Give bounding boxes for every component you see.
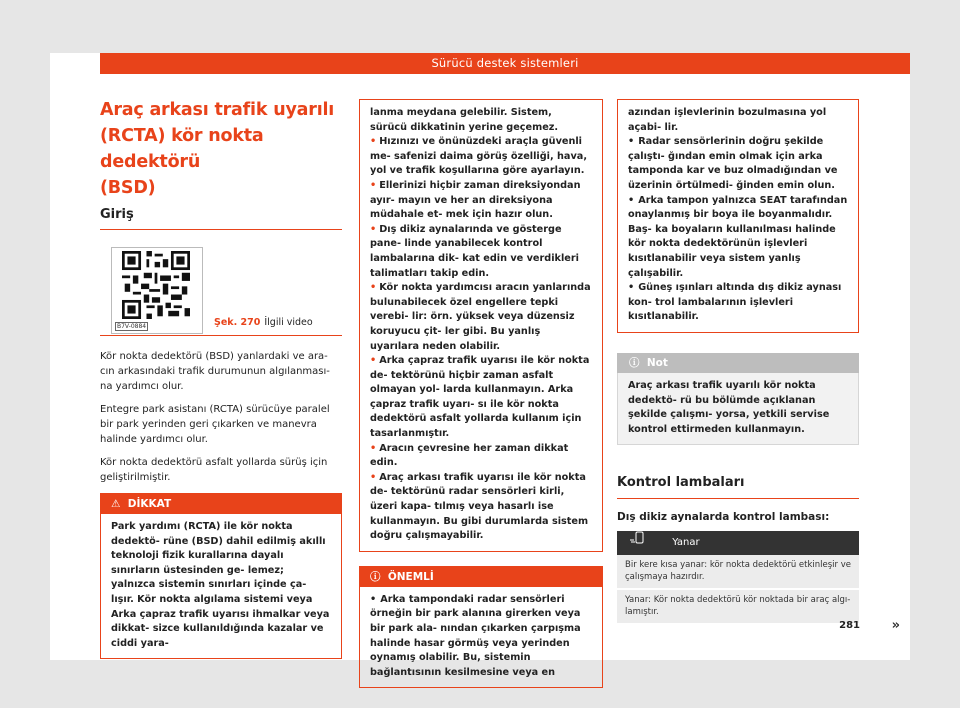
bullet-icon: • — [370, 136, 377, 148]
bullet-item — [370, 223, 592, 281]
bullet-icon: • — [370, 355, 377, 367]
intro-text — [100, 349, 342, 485]
bullet-item — [370, 135, 592, 179]
bullet-text: Araç arkası trafik uyarısı ile kör nokta de- tektörünü radar sensörleri kirli, üzeri kapa- tılmış veya hasarlı ise kullanmayın. Bu gibi durumlarda sistem doğru çalışmayabilir. — [370, 471, 589, 542]
note-box — [617, 353, 859, 445]
bullet-item — [628, 194, 848, 282]
bullet-text: Arka tampon yalnızca SEAT tarafından onaylanmış bir boya ile boyanmalıdır. Baş- ka boyaların kullanılması halinde kör nokta dedektörünün işlevleri kısıtlanabilir veya sistem yanlış çalışabilir. — [628, 194, 848, 279]
subheading: Giriş — [100, 207, 342, 230]
figure — [100, 240, 342, 336]
warning-title: DİKKAT — [127, 498, 172, 510]
bullet-icon: • — [628, 194, 635, 206]
warning-body — [101, 514, 341, 658]
note-title: Not — [646, 356, 668, 369]
section-header: Sürücü destek sistemleri — [100, 53, 910, 74]
bullet-item — [370, 354, 592, 442]
qr-code-image — [111, 247, 203, 334]
paragraph: Entegre park asistanı (RCTA) sürücüye paralel bir park yerinden geri çıkarken ve manevra halinde yardımcı olur. — [100, 404, 330, 445]
bullet-text: Radar sensörlerinin doğru şekilde çalıştı- ğından emin olmak için arka tamponda kar ve buz olmadığından ve üzerinin örtülmedi- ğinden emin olun. — [628, 136, 838, 191]
note-text: Araç arkası trafik uyarılı kör nokta dedektö- rü bu bölümde açıklanan şekilde çalışmı- yorsa, yetkili servise kontrol ettirmeden kullanmayın. — [628, 379, 830, 435]
qr-code-icon — [116, 251, 196, 319]
info-circle-icon: ⓘ — [370, 570, 381, 583]
warning-box-continued — [359, 99, 603, 552]
bullet-text: Aracın çevresine her zaman dikkat edin. — [370, 442, 569, 469]
bullet-icon: • — [370, 223, 377, 235]
figure-caption-text: İlgili video — [264, 317, 313, 328]
bullet-text: Dış dikiz aynalarında ve gösterge pane- linde yanabilecek kontrol lambalarına dik- kat edin ve verdikleri talimatları takip edin. — [370, 223, 579, 279]
important-header — [360, 567, 602, 587]
bullet-text: Kör nokta yardımcısı aracın yanlarında bulunabilecek özel engellere tepki verebi- lir: örn. yüksek veya düzensiz koruyucu çit- ler gibi. Bu yanlış uyarılara neden olabilir. — [370, 282, 591, 352]
note-body — [617, 373, 859, 445]
bullet-item — [370, 179, 592, 223]
table-row: Bir kere kısa yanar: kör nokta dedektörü etkinleşir ve çalışmaya hazırdır. — [617, 555, 859, 590]
bullet-icon: • — [370, 442, 377, 454]
important-body — [618, 100, 858, 332]
bullet-text: Arka tampondaki radar sensörleri örneğin bir park alanına girerken veya bir park ala- nından çıkarken çarpışma halinde hasar görmüş veya yerinden oynamış olabilir. Bu, sistemin bağlantısının kesilmesine veya en — [370, 593, 581, 678]
bullet-item — [370, 442, 592, 471]
page — [50, 53, 910, 678]
bullet-item — [370, 593, 592, 681]
warning-icon: ⚠ — [111, 498, 121, 510]
table-row: Yanar: Kör nokta dedektörü kör noktada bir araç algı- lamıştır. — [617, 590, 859, 625]
bullet-text: Hızınızı ve önünüzdeki araçla güvenli me- safenizi daima görüş özelliği, hava, yol ve trafik koşullarına göre ayarlayın. — [370, 136, 587, 177]
important-box-continued — [617, 99, 859, 333]
page-title — [100, 97, 342, 201]
lamp-table — [617, 531, 859, 625]
bullet-text: Ellerinizi hiçbir zaman direksiyondan ayır- mayın ve her an direksiyona müdahale et- mek için hazır olun. — [370, 179, 581, 221]
bullet-item — [370, 281, 592, 354]
continue-mark: » — [891, 618, 900, 633]
bullet-text: Arka çapraz trafik uyarısı ile kör nokta de- tektörünü hiçbir zaman asfalt olmayan yol- larda kullanmayın. Arka çapraz trafik uyarı- sı ile kör nokta dedektörü asfalt yollarda kullanım için tasarlanmıştır. — [370, 355, 590, 440]
bullet-icon: • — [370, 179, 377, 191]
paragraph: Kör nokta dedektörü asfalt yollarda sürüş için geliştirilmiştir. — [100, 457, 328, 483]
info-icon: ⓘ — [629, 356, 640, 369]
lamp-table-header-text: Yanar — [672, 537, 700, 549]
important-body — [360, 587, 602, 688]
column-2 — [359, 99, 603, 688]
title-line: (RCTA) kör nokta dedektörü — [100, 126, 264, 172]
warning-intro: lanma meydana gelebilir. Sistem, sürücü dikkatinin yerine geçemez. — [370, 107, 559, 133]
mirror-lamp-icon — [629, 531, 649, 555]
bullet-icon: • — [628, 136, 635, 148]
bullet-icon: • — [370, 282, 377, 294]
image-code: B7V-0884 — [117, 323, 147, 330]
bullet-item — [628, 281, 848, 325]
section-title: Kontrol lambaları — [617, 475, 859, 499]
warning-header — [101, 494, 341, 514]
warning-body — [360, 100, 602, 551]
bullet-item — [628, 135, 848, 193]
important-box — [359, 566, 603, 689]
figure-number[interactable]: Şek. 270 — [214, 317, 261, 328]
important-title: ÖNEMLİ — [387, 570, 434, 583]
bullet-icon: • — [370, 471, 377, 483]
warning-box — [100, 493, 342, 659]
bullet-icon: • — [370, 593, 377, 605]
warning-text: Park yardımı (RCTA) ile kör nokta dedektö- rüne (BSD) dahil edilmiş akıllı teknoloji fizik kurallarına dayalı sınırların üstesinden ge- lemez; yalnızca sistemin sınırları içinde ça- lışır. Kör nokta algılama sistemi veya Arka çapraz trafik uyarısı ihmalkar veya dikkat- sizce kullanıldığında kazalar ve ciddi yara- — [111, 521, 330, 649]
important-intro: azından işlevlerinin bozulmasına yol açabi- lir. — [628, 107, 827, 133]
note-header — [617, 353, 859, 373]
lamp-table-header — [617, 531, 859, 555]
page-number: 281 — [839, 620, 860, 631]
figure-caption — [214, 317, 313, 328]
paragraph: Kör nokta dedektörü (BSD) yanlardaki ve ara- cın arkasındaki trafik durumunun algılanması- na yardımcı olur. — [100, 351, 330, 392]
title-line: Araç arkası trafik uyarılı — [100, 100, 335, 120]
bullet-icon: • — [628, 282, 635, 294]
title-line: (BSD) — [100, 178, 156, 198]
lamp-label: Dış dikiz aynalarda kontrol lambası: — [617, 511, 830, 524]
column-1 — [100, 97, 342, 659]
column-3 — [617, 99, 859, 625]
bullet-text: Güneş ışınları altında dış dikiz aynası kon- trol lambalarının işlevleri kısıtlanabilir. — [628, 282, 842, 323]
bullet-item — [370, 471, 592, 544]
